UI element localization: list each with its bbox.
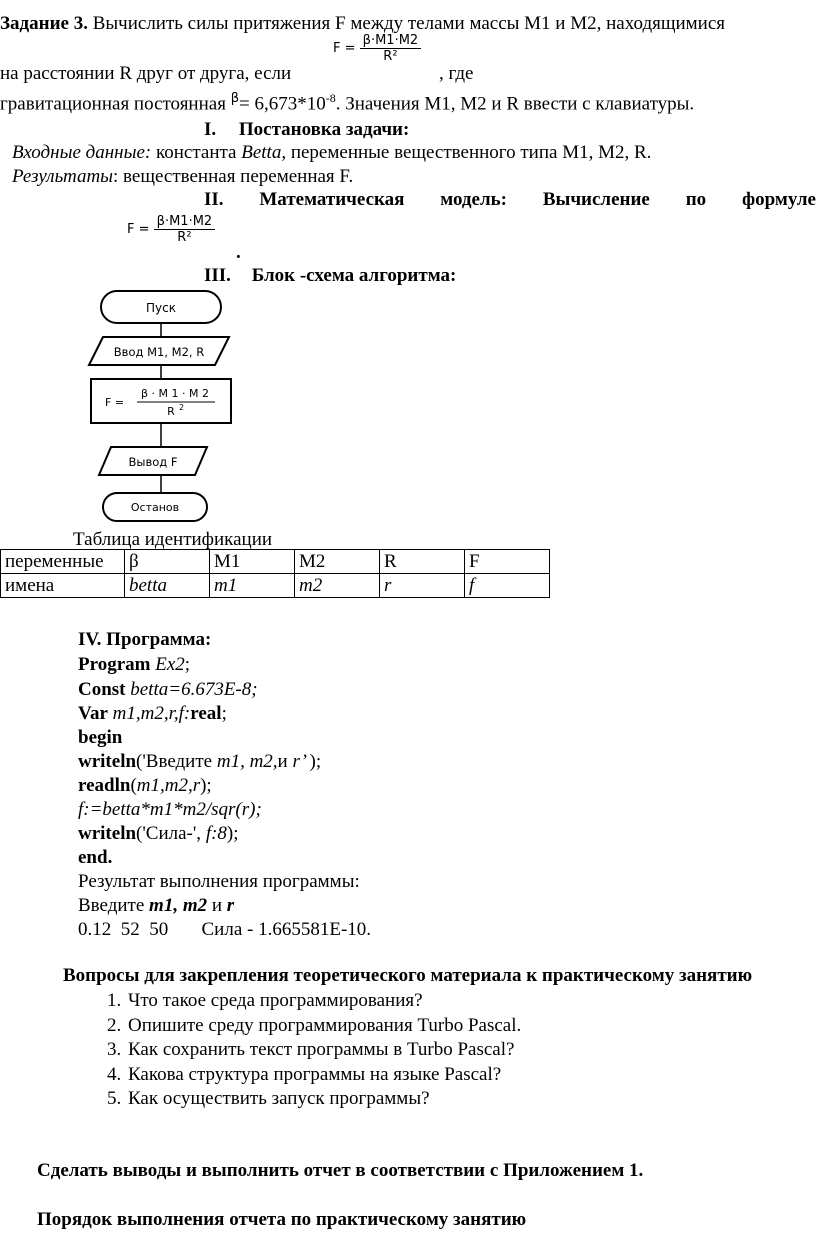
code-text: ); [309,751,322,772]
section-3-number: III. [204,265,231,286]
list-item: 1. Что такое среда программирования? [126,989,521,1014]
task-exponent: -8 [325,91,336,105]
table-row [1,574,550,598]
task-formula-lhs: F = [333,41,356,56]
table-cell: M1 [210,550,295,574]
input-label: Ввод M1, M2, R [113,345,205,359]
ident-table [0,549,550,598]
run-result-text: Введите [78,895,150,916]
task-text-2b: , где [439,63,474,84]
task-heading: Задание 3. [0,13,88,34]
model-formula [127,214,215,245]
task-text-2a: на расстоянии R друг от друга, если [0,63,292,84]
code-line-4: begin [78,727,123,748]
code-text: ); [200,775,212,796]
task-formula-fraction [360,33,422,64]
section-2-number: II. [204,189,224,210]
task-line-3 [0,92,694,115]
table-cell: имена [1,574,125,598]
table-row [1,550,550,574]
process-den-exponent: 2 [179,403,185,412]
model-formula-numerator: β·M1·M2 [154,214,216,230]
code-identifier: Ex2 [150,654,185,675]
code-keyword: Var [78,703,108,724]
model-formula-fraction [154,214,216,245]
table-cell: M2 [295,550,380,574]
task-formula-numerator: β·M1·M2 [360,33,422,49]
code-line-9: end. [78,847,113,868]
flowchart-svg [85,285,245,525]
run-result-line-2 [78,895,234,917]
flowchart [85,285,245,531]
code-line-6 [78,775,212,797]
table-cell: r [380,574,465,598]
input-data-text-b: переменные вещественного типа M1, M2, R. [286,142,652,163]
input-data-label: Входные данные: [12,142,152,163]
table-cell: m1 [210,574,295,598]
code-identifier: m1,m2,r,f: [107,703,191,724]
run-result-var: r [226,895,235,916]
ident-table-caption: Таблица идентификации [73,529,273,550]
questions-list [78,989,521,1112]
list-item: 5. Как осуществить запуск программы? [126,1087,521,1112]
code-line-3 [78,703,227,725]
task-text-1: Вычислить силы притяжения F между телами массы M1 и M2, находящимися [92,13,726,34]
section-2-word-5: формуле [741,189,816,210]
code-keyword: writeln [78,823,137,844]
code-text: ('Сила-', [136,823,206,844]
task-line-1 [0,13,725,35]
section-2-word-2: модель: [440,189,507,210]
code-text: ('Введите [136,751,217,772]
task-line-2 [0,63,291,85]
section-2-heading [204,189,816,211]
report-order-heading: Порядок выполнения отчета по практическому занятию [37,1209,527,1230]
process-lhs: F = [105,396,125,409]
run-result-text: и [207,895,227,916]
code-identifier: r’ [292,751,310,772]
code-text: betta=6.673E-8; [125,679,258,700]
code-text: ); [226,823,239,844]
list-item: 2. Опишите среду программирования Turbo Pascal. [126,1014,521,1039]
model-formula-denominator: R² [177,230,192,245]
section-2-word-3: Вычисление [542,189,650,210]
section-1-title: Постановка задачи: [238,119,410,140]
section-3-heading [204,265,456,287]
task-line-2-end [439,63,473,85]
section-3-title: Блок -схема алгоритма: [251,265,457,286]
code-keyword: Const [78,679,126,700]
start-label: Пуск [146,301,176,315]
questions-title: Вопросы для закрепления теоретического материала к практическому занятию [63,965,753,986]
code-text: ( [130,775,137,796]
code-type: real [190,703,222,724]
section-2-word-1: Математическая [259,189,405,210]
process-denominator: R [167,405,175,418]
list-item: 3. Как сохранить текст программы в Turbo Pascal? [126,1038,521,1063]
code-keyword: writeln [78,751,137,772]
code-line-2 [78,679,258,701]
code-line-1 [78,654,190,676]
section-1-number: I. [204,119,217,140]
results-text: : вещественная переменная F. [113,166,354,187]
results-label: Результаты [12,166,114,187]
code-identifier: m1,m2,r [136,775,201,796]
list-item: 4. Какова структура программы на языке Pascal? [126,1063,521,1088]
task-text-3a: гравитационная постоянная [0,93,226,115]
task-formula [333,33,421,64]
conclusion-text: Сделать выводы и выполнить отчет в соответствии с Приложением 1. [37,1160,644,1181]
table-cell: f [465,574,550,598]
task-text-3b: = 6,673*10 [239,93,326,115]
section-2-word-4: по [685,189,707,210]
output-label: Вывод F [128,455,178,469]
code-keyword: readln [78,775,131,796]
run-result-title: Результат выполнения программы: [78,871,360,892]
table-cell: R [380,550,465,574]
model-formula-lhs: F = [127,222,150,237]
results-line [12,166,353,188]
code-text: ; [184,654,191,675]
stop-label: Останов [130,501,180,514]
code-identifier: f:8 [205,823,227,844]
code-text: и [277,751,293,772]
input-data-const: Betta, [241,142,287,163]
code-line-5 [78,751,321,773]
run-result-vars: m1, m2 [149,895,208,916]
code-identifier: m1, m2, [216,751,278,772]
table-cell: betta [125,574,210,598]
code-line-7: f:=betta*m1*m2/sqr(r); [78,799,262,820]
beta-symbol: β [230,91,239,106]
task-formula-denominator: R² [383,49,398,64]
process-numerator: β · M 1 · M 2 [141,387,209,400]
code-keyword: Program [78,654,151,675]
table-cell: β [125,550,210,574]
table-cell: переменные [1,550,125,574]
input-data-text-a: константа [151,142,242,163]
code-line-8 [78,823,239,845]
section-1-heading [204,119,409,141]
table-cell: F [465,550,550,574]
input-data-line [12,142,651,164]
task-text-3c: . Значения M1, M2 и R ввести с клавиатуры. [335,93,695,115]
run-result-line-3: 0.12 52 50 Сила - 1.665581E-10. [78,919,372,940]
table-cell: m2 [295,574,380,598]
code-text: ; [221,703,227,724]
model-formula-dot: . [236,242,241,263]
section-4-title: IV. Программа: [78,629,212,650]
